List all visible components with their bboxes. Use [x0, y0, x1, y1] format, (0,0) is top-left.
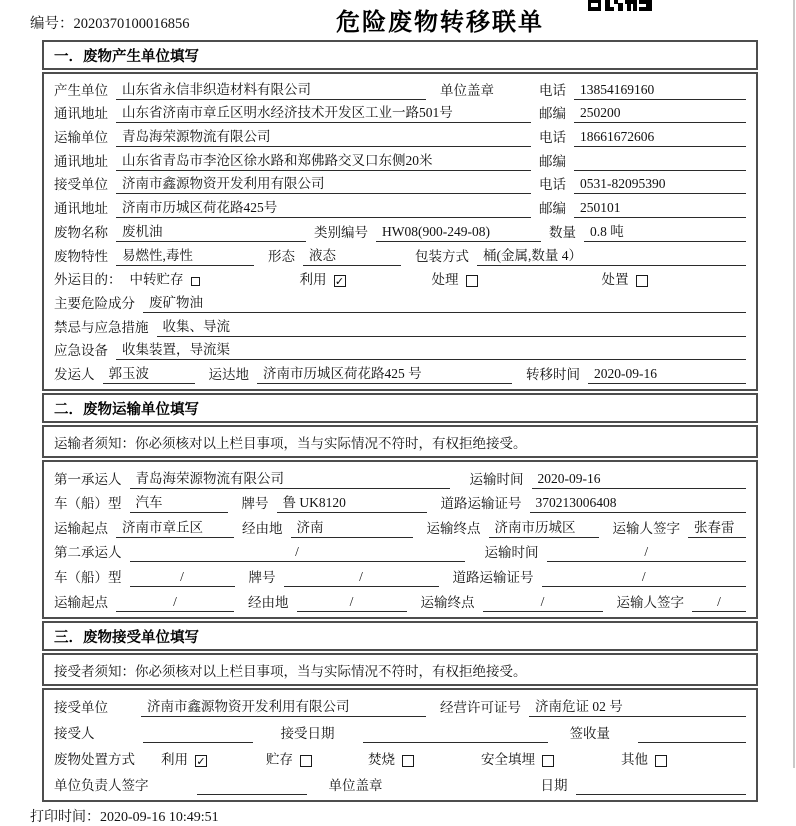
transport-time-field: 2020-09-16: [532, 471, 747, 489]
vehicle-row-2: [54, 562, 746, 587]
address-label: 通讯地址: [54, 106, 108, 122]
checkbox-icon: [542, 755, 554, 767]
sender-field: 郭玉波: [103, 362, 195, 384]
checkbox-label: 安全填埋: [481, 751, 535, 767]
address-field: 济南市历城区荷花路425号: [116, 196, 531, 218]
equipment-label: 应急设备: [54, 343, 108, 359]
checkbox-icon: [402, 755, 414, 767]
zip-field: 250200: [574, 105, 746, 123]
zip-label: 邮编: [539, 201, 566, 217]
checkbox-label: 利用: [161, 751, 188, 767]
checkbox-label: 贮存: [266, 751, 293, 767]
checkbox-icon: [655, 755, 667, 767]
receiver-label: 接受单位: [54, 177, 108, 193]
checkbox-label: 利用: [299, 272, 327, 288]
accept-person-label: 接受人: [54, 726, 95, 742]
package-label: 包装方式: [415, 248, 469, 264]
producer-field: 山东省永信非织造材料有限公司: [116, 78, 426, 100]
disposal-other: [621, 748, 667, 769]
transporter-label: 运输单位: [54, 130, 108, 146]
purpose-row: [54, 266, 746, 290]
hazard-field: 废矿物油: [143, 291, 746, 313]
destination-label: 运达地: [208, 366, 249, 382]
disposal-method-label: 废物处置方式: [54, 751, 135, 767]
section2-title: 二．废物运输单位填写: [54, 401, 199, 418]
accept-unit-field: 济南市鑫源物资开发利用有限公司: [141, 695, 426, 717]
responsible-sign-label: 单位负责人签字: [54, 777, 149, 793]
waste-character-row: [54, 242, 746, 266]
accept-person-field: [143, 728, 253, 743]
producer-row: [54, 76, 746, 100]
transfer-time-field: 2020-09-16: [588, 366, 746, 384]
address-label: 通讯地址: [54, 201, 108, 217]
zip-label: 邮编: [539, 106, 566, 122]
unit-seal-label: 单位盖章: [440, 82, 494, 98]
phone-label: 电话: [539, 130, 566, 146]
carrier-field: /: [130, 544, 465, 562]
origin-field: 济南市章丘区: [116, 516, 234, 538]
via-field: 济南: [291, 516, 413, 538]
transfer-time-label: 转移时间: [526, 366, 580, 382]
checkbox-label: 处理: [431, 272, 459, 288]
signature-field: 张春雷: [688, 516, 746, 538]
page-edge-divider: [793, 0, 795, 768]
checkbox-icon: [191, 277, 200, 286]
plate-label: 牌号: [241, 496, 269, 512]
endpoint-label: 运输终点: [426, 520, 481, 536]
responsible-sign-field: [197, 780, 307, 795]
receiver-notice: 接受者须知：你必须核对以上栏目事项，当与实际情况不符时，有权拒绝接受。: [54, 663, 527, 679]
phone-field: 0531-82095390: [574, 176, 746, 194]
checkbox-label: 中转贮存: [129, 272, 184, 288]
print-time-value: 2020-09-16 10:49:51: [100, 809, 219, 825]
disposal-store: [266, 748, 368, 769]
waste-name-field: 废机油: [116, 220, 306, 242]
accept-unit-label: 接受单位: [54, 700, 108, 716]
emergency-equipment-row: [54, 337, 746, 361]
accept-unit-row: [54, 692, 746, 718]
disposal-utilize: [161, 748, 266, 769]
date-field: [576, 780, 747, 795]
qr-code-fragment-icon: [588, 0, 652, 18]
carrier-label: 第二承运人: [54, 545, 122, 561]
phone-label: 电话: [539, 177, 566, 193]
section2-content-box: [42, 460, 758, 619]
section1-content-box: [42, 72, 758, 391]
origin-field: /: [116, 594, 234, 612]
signature-label: 运输人签字: [616, 594, 684, 610]
producer-address-row: [54, 100, 746, 124]
checkbox-icon: ✓: [196, 754, 206, 768]
disposal-incinerate: [368, 748, 481, 769]
checkbox-label: 焚烧: [368, 751, 395, 767]
checkbox-label: 其他: [621, 751, 648, 767]
sender-row: [54, 360, 746, 384]
form-label: 形态: [268, 248, 295, 264]
transport-time-label: 运输时间: [484, 545, 539, 561]
road-permit-label: 道路运输证号: [452, 569, 534, 585]
page-title: 危险废物转移联单: [336, 9, 544, 36]
section1-header-box: [42, 40, 758, 70]
license-field: 济南危证 02 号: [529, 695, 746, 717]
waste-character-field: 易燃性,毒性: [116, 244, 254, 266]
purpose-treat: [432, 268, 602, 289]
form-field: 液态: [303, 244, 401, 266]
endpoint-label: 运输终点: [420, 594, 475, 610]
print-time-label: 打印时间：: [30, 809, 100, 825]
vehicle-type-label: 车（船）型: [54, 569, 122, 585]
producer-label: 产生单位: [54, 82, 108, 98]
section3-header-box: [42, 621, 758, 651]
first-carrier-row: [54, 464, 746, 489]
vehicle-type-field: 汽车: [130, 491, 228, 513]
receiver-field: 济南市鑫源物资开发利用有限公司: [116, 172, 531, 194]
endpoint-field: 济南市历城区: [489, 516, 599, 538]
destination-field: 济南市历城区荷花路425 号: [257, 362, 512, 384]
document-header: [0, 0, 796, 40]
accept-person-row: [54, 717, 746, 743]
purpose-transfer-storage: [130, 268, 300, 289]
via-label: 经由地: [248, 594, 289, 610]
route-row-2: [54, 587, 746, 612]
address-field: 山东省青岛市李沧区徐水路和郑佛路交叉口东侧20米: [116, 149, 531, 171]
checkbox-icon: [636, 275, 648, 287]
road-permit-label: 道路运输证号: [440, 496, 522, 512]
sender-label: 发运人: [54, 366, 95, 382]
via-field: /: [297, 594, 407, 612]
purpose-utilize: [300, 268, 432, 289]
origin-label: 运输起点: [54, 594, 108, 610]
serial-number: [30, 12, 190, 33]
purpose-dispose: [602, 268, 648, 289]
receipt-qty-label: 签收量: [569, 726, 610, 742]
zip-field: [574, 156, 746, 171]
quantity-field: 0.8 吨: [584, 220, 746, 242]
signature-field: /: [692, 594, 746, 612]
taboo-field: 收集、导流: [157, 315, 747, 337]
section2-header-box: [42, 393, 758, 423]
route-row: [54, 513, 746, 538]
phone-label: 电话: [539, 82, 566, 98]
section3-content-box: [42, 688, 758, 802]
license-label: 经营许可证号: [440, 700, 521, 716]
phone-field: 18661672606: [574, 129, 746, 147]
endpoint-field: /: [483, 594, 603, 612]
zip-field: 250101: [574, 200, 746, 218]
waste-name-row: [54, 218, 746, 242]
carrier-label: 第一承运人: [54, 471, 122, 487]
hazard-component-row: [54, 289, 746, 313]
serial-value: 2020370100016856: [73, 16, 190, 32]
disposal-method-row: [54, 743, 746, 769]
purpose-label: 外运目的：: [54, 272, 122, 288]
waste-name-label: 废物名称: [54, 224, 108, 240]
category-field: HW08(900-249-08): [376, 224, 541, 242]
plate-field: /: [284, 569, 439, 587]
transport-time-field: /: [547, 544, 747, 562]
unit-seal-label: 单位盖章: [328, 777, 383, 793]
zip-label: 邮编: [539, 153, 566, 169]
vehicle-type-field: /: [130, 569, 235, 587]
origin-label: 运输起点: [54, 520, 108, 536]
receiver-row: [54, 171, 746, 195]
taboo-measures-row: [54, 313, 746, 337]
section3-notice-box: [42, 653, 758, 686]
transport-time-label: 运输时间: [469, 471, 524, 487]
address-field: 山东省济南市章丘区明水经济技术开发区工业一路501号: [116, 101, 531, 123]
checkbox-label: 处置: [601, 272, 629, 288]
serial-label: 编号：: [30, 16, 74, 32]
phone-field: 13854169160: [574, 82, 746, 100]
receiver-address-row: [54, 194, 746, 218]
taboo-label: 禁忌与应急措施: [54, 319, 149, 335]
section1-title: 一．废物产生单位填写: [54, 49, 199, 65]
responsible-sign-row: [54, 769, 746, 795]
package-field: 桶(金属,数量 4）: [477, 244, 746, 266]
transporter-notice: 运输者须知：你必须核对以上栏目事项，当与实际情况不符时，有权拒绝接受。: [54, 435, 527, 451]
accept-date-label: 接受日期: [280, 726, 335, 742]
category-label: 类别编号: [314, 224, 368, 240]
signature-label: 运输人签字: [612, 520, 680, 536]
quantity-label: 数量: [549, 224, 576, 240]
accept-date-field: [363, 728, 548, 743]
checkbox-icon: [300, 755, 312, 767]
via-label: 经由地: [242, 520, 283, 536]
road-permit-field: /: [542, 569, 747, 587]
plate-field: 鲁 UK8120: [277, 491, 427, 513]
equipment-field: 收集装置，导流渠: [116, 338, 746, 360]
transporter-address-row: [54, 147, 746, 171]
second-carrier-row: [54, 538, 746, 563]
plate-label: 牌号: [248, 569, 276, 585]
checkbox-icon: ✓: [334, 275, 345, 289]
vehicle-type-label: 车（船）型: [54, 496, 122, 512]
carrier-field: 青岛海荣源物流有限公司: [130, 467, 450, 489]
disposal-landfill: [481, 748, 621, 769]
address-label: 通讯地址: [54, 153, 108, 169]
road-permit-field: 370213006408: [530, 495, 747, 513]
vehicle-row: [54, 489, 746, 514]
transporter-row: [54, 123, 746, 147]
waste-character-label: 废物特性: [54, 248, 108, 264]
transporter-field: 青岛海荣源物流有限公司: [116, 125, 531, 147]
section3-title: 三．废物接受单位填写: [54, 629, 199, 646]
section2-notice-box: [42, 425, 758, 458]
checkbox-icon: [466, 275, 478, 287]
receipt-qty-field: [638, 728, 746, 743]
hazard-label: 主要危险成分: [54, 295, 135, 311]
print-time: [30, 806, 796, 826]
date-label: 日期: [540, 777, 568, 793]
